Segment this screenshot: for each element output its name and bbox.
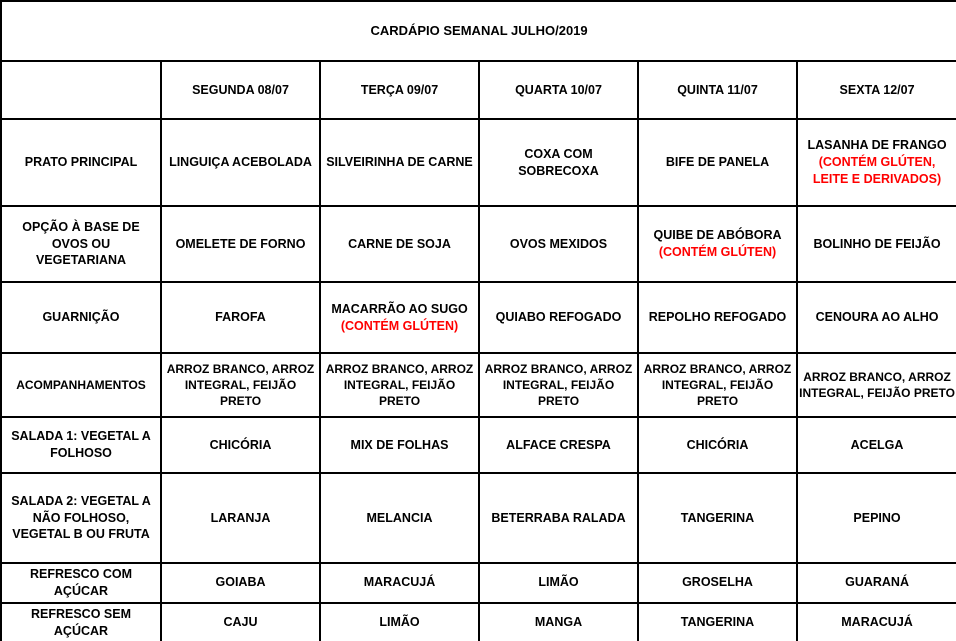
menu-cell — [161, 417, 320, 473]
menu-item-text: PEPINO — [853, 510, 901, 525]
row-label: REFRESCO SEM AÇÚCAR — [1, 603, 161, 641]
menu-item-text: REPOLHO REFOGADO — [648, 310, 787, 325]
menu-cell — [797, 603, 956, 641]
menu-item-text: MELANCIA — [366, 510, 433, 525]
allergen-note: (CONTÉM GLÚTEN) — [658, 245, 777, 259]
menu-item-text: MIX DE FOLHAS — [350, 437, 449, 452]
menu-item-text: ARROZ BRANCO, ARROZ INTEGRAL, FEIJÃO PRETO — [166, 361, 315, 409]
menu-item-text: ARROZ BRANCO, ARROZ INTEGRAL, FEIJÃO PRETO — [325, 361, 474, 409]
menu-cell — [638, 282, 797, 353]
menu-cell — [638, 603, 797, 641]
allergen-note: (CONTÉM GLÚTEN, LEITE E DERIVADOS) — [812, 155, 942, 186]
menu-cell — [479, 417, 638, 473]
menu-cell — [479, 563, 638, 603]
menu-item-text: MACARRÃO AO SUGO — [331, 301, 468, 316]
day-header-sexta: SEXTA 12/07 — [797, 61, 956, 119]
menu-item-text: CHICÓRIA — [686, 437, 749, 452]
menu-cell — [638, 206, 797, 282]
menu-item-text: SILVEIRINHA DE CARNE — [326, 155, 473, 170]
menu-cell — [320, 353, 479, 417]
menu-cell — [479, 206, 638, 282]
menu-item-text: ARROZ BRANCO, ARROZ INTEGRAL, FEIJÃO PRETO — [484, 361, 633, 409]
day-header-quarta: QUARTA 10/07 — [479, 61, 638, 119]
menu-item-text: GOIABA — [215, 575, 266, 590]
menu-cell — [161, 603, 320, 641]
menu-cell — [638, 563, 797, 603]
menu-cell — [797, 417, 956, 473]
row-label: ACOMPANHAMENTOS — [1, 353, 161, 417]
menu-item-text: GUARANÁ — [845, 575, 909, 590]
menu-cell — [161, 206, 320, 282]
table-row-salada-1 — [1, 417, 956, 473]
menu-cell — [479, 353, 638, 417]
menu-cell — [320, 603, 479, 641]
table-row-opcao-ovos-vegetariana — [1, 206, 956, 282]
table-row-acompanhamentos — [1, 353, 956, 417]
menu-item-text: OMELETE DE FORNO — [175, 236, 306, 251]
menu-item-text: TANGERINA — [680, 510, 755, 525]
menu-item-text: GROSELHA — [682, 575, 753, 590]
menu-item-text: ACELGA — [850, 437, 904, 452]
menu-item-text: LINGUIÇA ACEBOLADA — [169, 155, 312, 170]
menu-item-text: ALFACE CRESPA — [506, 437, 611, 452]
menu-item-text: ARROZ BRANCO, ARROZ INTEGRAL, FEIJÃO PRETO — [643, 361, 792, 409]
menu-cell — [638, 353, 797, 417]
row-label: REFRESCO COM AÇÚCAR — [1, 563, 161, 603]
menu-cell — [320, 119, 479, 206]
menu-cell — [161, 119, 320, 206]
menu-item-text: QUIABO REFOGADO — [495, 310, 622, 325]
menu-cell — [797, 353, 956, 417]
menu-cell — [479, 603, 638, 641]
menu-cell — [320, 282, 479, 353]
day-header-segunda: SEGUNDA 08/07 — [161, 61, 320, 119]
menu-item-text: CHICÓRIA — [209, 437, 272, 452]
menu-item-text: CAJU — [223, 615, 258, 630]
menu-item-text: MARACUJÁ — [363, 575, 436, 590]
menu-cell — [479, 473, 638, 563]
menu-item-text: MANGA — [534, 615, 583, 630]
table-row-refresco-sem-acucar — [1, 603, 956, 641]
menu-item-text: MARACUJÁ — [841, 615, 913, 630]
day-header-terca: TERÇA 09/07 — [320, 61, 479, 119]
row-label: PRATO PRINCIPAL — [1, 119, 161, 206]
row-label: SALADA 2: VEGETAL A NÃO FOLHOSO, VEGETAL B OU FRUTA — [1, 473, 161, 563]
menu-cell — [161, 563, 320, 603]
row-label: GUARNIÇÃO — [1, 282, 161, 353]
menu-cell — [161, 282, 320, 353]
row-label: OPÇÃO À BASE DE OVOS OU VEGETARIANA — [1, 206, 161, 282]
menu-cell — [797, 282, 956, 353]
menu-cell — [797, 563, 956, 603]
menu-item-text: OVOS MEXIDOS — [509, 236, 608, 251]
menu-cell — [797, 206, 956, 282]
table-row-salada-2 — [1, 473, 956, 563]
menu-cell — [161, 473, 320, 563]
page-title: CARDÁPIO SEMANAL JULHO/2019 — [1, 1, 956, 61]
allergen-note: (CONTÉM GLÚTEN) — [340, 318, 459, 333]
menu-cell — [320, 206, 479, 282]
menu-cell — [638, 473, 797, 563]
menu-item-text: LASANHA DE FRANGO — [807, 138, 947, 153]
menu-item-text: QUIBE DE ABÓBORA — [653, 228, 782, 243]
title-row — [1, 1, 956, 61]
menu-item-text: CARNE DE SOJA — [348, 236, 451, 251]
menu-item-text: FAROFA — [215, 310, 266, 325]
day-header-quinta: QUINTA 11/07 — [638, 61, 797, 119]
menu-item-text: LARANJA — [210, 510, 271, 525]
menu-item-text: TANGERINA — [680, 615, 755, 630]
menu-cell — [638, 417, 797, 473]
menu-item-text: COXA COM SOBRECOXA — [518, 146, 599, 178]
menu-item-text: ARROZ BRANCO, ARROZ INTEGRAL, FEIJÃO PRETO — [799, 369, 955, 400]
menu-cell — [797, 473, 956, 563]
menu-cell — [479, 282, 638, 353]
row-label: SALADA 1: VEGETAL A FOLHOSO — [1, 417, 161, 473]
menu-cell — [320, 563, 479, 603]
table-row-guarnicao — [1, 282, 956, 353]
menu-item-text: BETERRABA RALADA — [491, 510, 626, 525]
menu-item-text: LIMÃO — [379, 615, 420, 630]
header-row — [1, 61, 956, 119]
menu-cell — [638, 119, 797, 206]
menu-cell — [320, 473, 479, 563]
menu-cell — [320, 417, 479, 473]
menu-item-text: CENOURA AO ALHO — [815, 310, 939, 325]
table-row-prato-principal — [1, 119, 956, 206]
menu-cell — [161, 353, 320, 417]
corner-cell — [1, 61, 161, 119]
menu-item-text: BIFE DE PANELA — [665, 155, 770, 170]
table-row-refresco-com-acucar — [1, 563, 956, 603]
menu-cell — [797, 119, 956, 206]
menu-item-text: LIMÃO — [538, 575, 579, 590]
menu-cell — [479, 119, 638, 206]
menu-item-text: BOLINHO DE FEIJÃO — [813, 236, 941, 251]
